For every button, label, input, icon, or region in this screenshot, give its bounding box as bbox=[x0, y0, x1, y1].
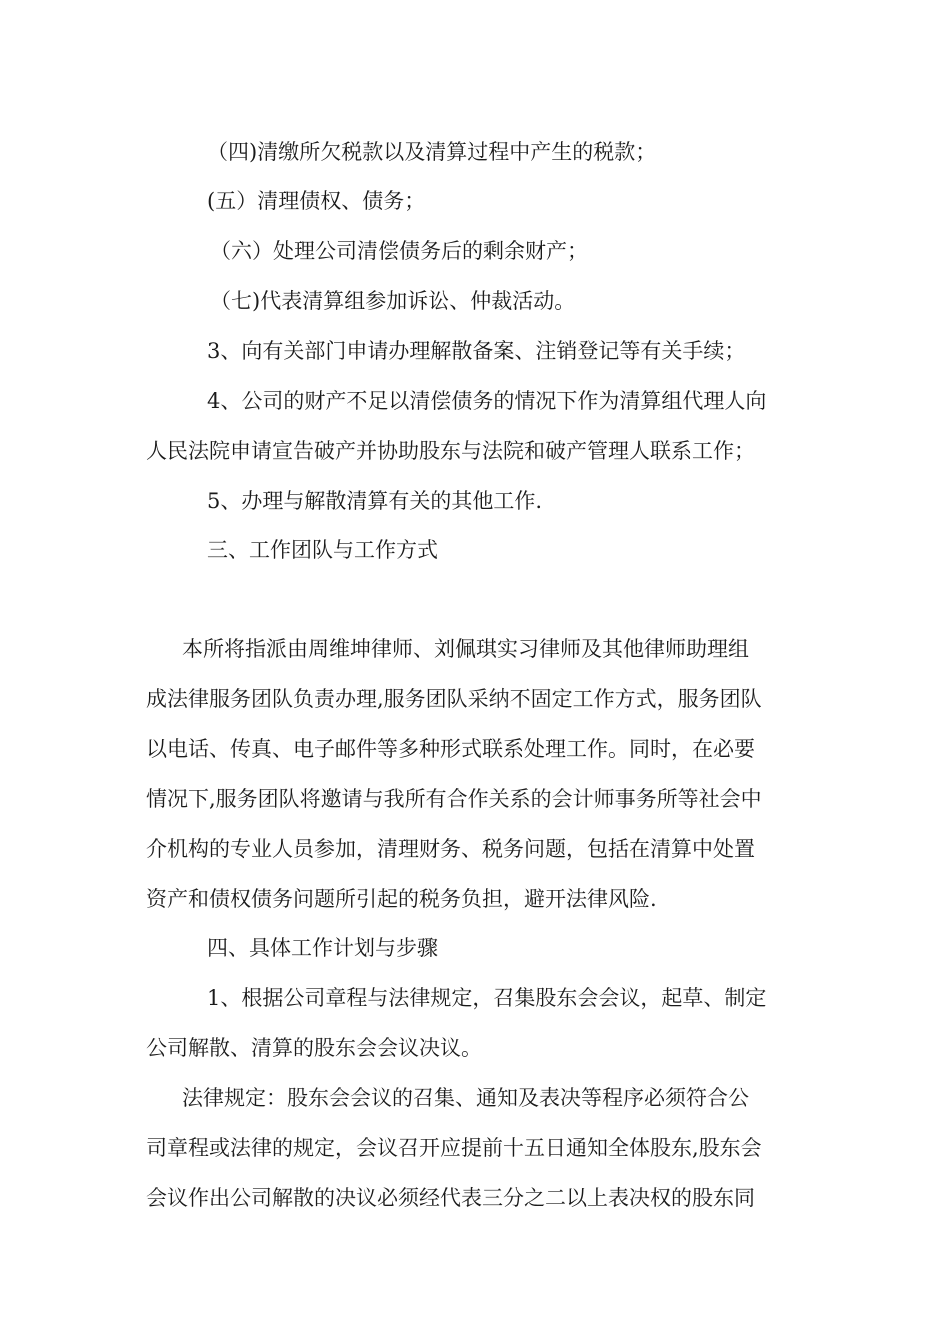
list-item-5: (五）清理债权、债务； bbox=[207, 189, 426, 213]
numbered-item-4-line-2: 人民法院申请宣告破产并协助股东与法院和破产管理人联系工作； bbox=[146, 439, 755, 463]
paragraph-line: 情况下,服务团队将邀请与我所有合作关系的会计师事务所等社会中 bbox=[146, 787, 762, 811]
numbered-item-3: 3、向有关部门申请办理解散备案、注销登记等有关手续； bbox=[207, 339, 746, 363]
section-heading-4: 四、具体工作计划与步骤 bbox=[207, 936, 438, 960]
legal-provision-line: 会议作出公司解散的决议必须经代表三分之二以上表决权的股东同 bbox=[146, 1186, 755, 1210]
numbered-item-5: 5、办理与解散清算有关的其他工作. bbox=[207, 489, 543, 513]
list-item-7: （七)代表清算组参加诉讼、仲裁活动。 bbox=[210, 289, 576, 313]
legal-provision-line: 法律规定：股东会会议的召集、通知及表决等程序必须符合公 bbox=[182, 1086, 749, 1110]
paragraph-line: 以电话、传真、电子邮件等多种形式联系处理工作。同时，在必要 bbox=[146, 737, 755, 761]
paragraph-line: 介机构的专业人员参加，清理财务、税务问题，包括在清算中处置 bbox=[146, 837, 755, 861]
list-item-6: （六）处理公司清偿债务后的剩余财产； bbox=[210, 239, 588, 263]
paragraph-line: 资产和债权债务问题所引起的税务负担，避开法律风险. bbox=[146, 887, 657, 911]
section-heading-3: 三、工作团队与工作方式 bbox=[207, 538, 438, 562]
step-1-line-2: 公司解散、清算的股东会会议决议。 bbox=[146, 1036, 482, 1060]
numbered-item-4-line-1: 4、公司的财产不足以清偿债务的情况下作为清算组代理人向 bbox=[207, 389, 767, 413]
paragraph-line: 成法律服务团队负责办理,服务团队采纳不固定工作方式，服务团队 bbox=[146, 687, 762, 711]
paragraph-line: 本所将指派由周维坤律师、刘佩琪实习律师及其他律师助理组 bbox=[182, 637, 749, 661]
legal-provision-line: 司章程或法律的规定，会议召开应提前十五日通知全体股东,股东会 bbox=[146, 1136, 762, 1160]
step-1-line-1: 1、根据公司章程与法律规定，召集股东会会议，起草、制定 bbox=[207, 986, 767, 1010]
list-item-4: （四)清缴所欠税款以及清算过程中产生的税款； bbox=[207, 140, 657, 164]
